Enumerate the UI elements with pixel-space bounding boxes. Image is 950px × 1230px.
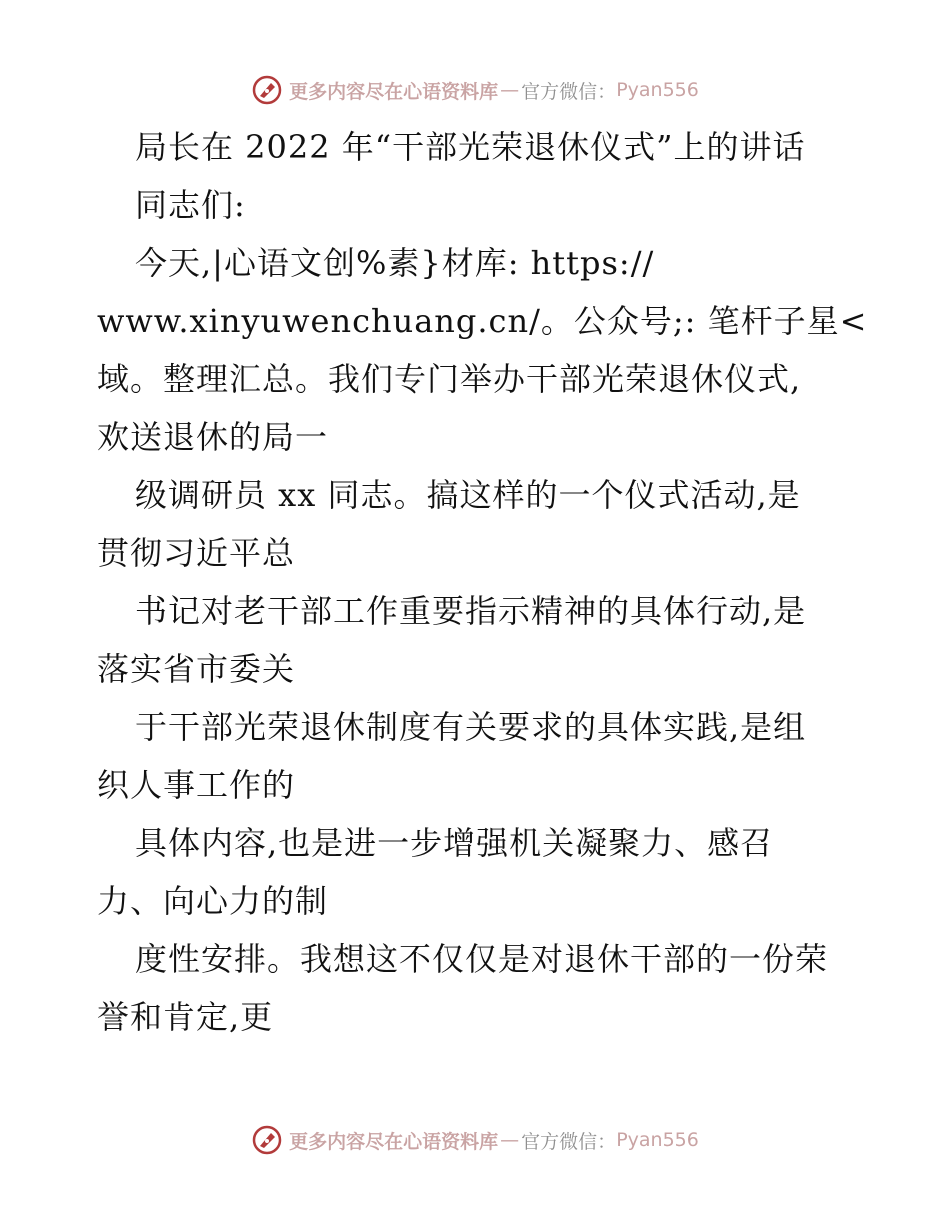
banner-text: 更多内容尽在心语资料库: [289, 1130, 499, 1153]
text-line: 欢送退休的局一: [97, 418, 329, 456]
banner-separator: —: [500, 79, 520, 101]
pen-nib-logo-icon: [251, 74, 283, 106]
text-line: 域。整理汇总。我们专门举办干部光荣退休仪式,: [97, 360, 802, 398]
pen-nib-logo-icon: [251, 1124, 283, 1156]
text-line: 度性安排。我想这不仅仅是对退休干部的一份荣: [135, 940, 829, 978]
text-line: 力、向心力的制: [97, 882, 329, 920]
banner-wechat-label: 官方微信：: [521, 1130, 617, 1153]
text-line: www.xinyuwenchuang.cn/。公众号;: 笔杆子星<: [97, 302, 868, 340]
text-line: 今天,|心语文创%素}材库: https://: [135, 244, 655, 282]
header-banner: [0, 70, 950, 110]
text-line: 落实省市委关: [97, 650, 296, 688]
text-line: 贯彻习近平总: [97, 534, 296, 572]
text-line: 誉和肯定,更: [97, 998, 274, 1036]
banner-wechat-id: Pyan556: [616, 1129, 699, 1151]
banner-wechat-label: 官方微信：: [521, 80, 617, 103]
text-line: 级调研员 xx 同志。搞这样的一个仪式活动,是: [135, 476, 801, 514]
text-line: 同志们:: [135, 186, 246, 224]
banner-text: 更多内容尽在心语资料库: [289, 80, 499, 103]
banner-wechat-id: Pyan556: [616, 79, 699, 101]
text-line: 书记对老干部工作重要指示精神的具体行动,是: [135, 592, 807, 630]
document-body: [97, 118, 868, 1046]
footer-banner: [0, 1120, 950, 1160]
text-line: 织人事工作的: [97, 766, 296, 804]
banner-separator: —: [500, 1129, 520, 1151]
text-line: 于干部光荣退休制度有关要求的具体实践,是组: [135, 708, 807, 746]
text-line: 具体内容,也是进一步增强机关凝聚力、感召: [135, 824, 774, 862]
document-title: 局长在 2022 年“干部光荣退休仪式”上的讲话: [135, 128, 806, 166]
